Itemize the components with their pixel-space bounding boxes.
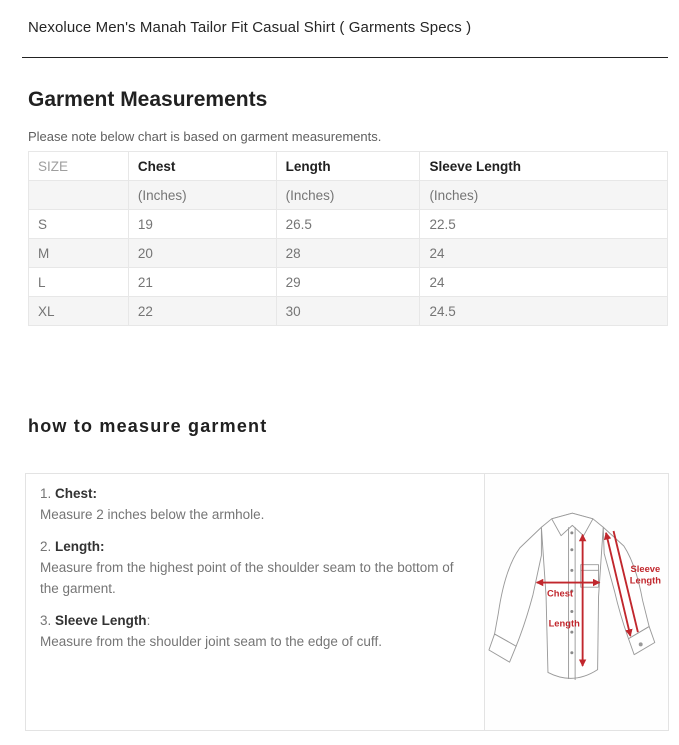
- measurement-note: Please note below chart is based on garment measurements.: [28, 129, 382, 144]
- unit-cell-chest: (Inches): [128, 181, 276, 210]
- step-number: 1.: [40, 486, 52, 501]
- step-description: Measure 2 inches below the armhole.: [40, 507, 265, 523]
- chest-cell: 22: [128, 297, 276, 326]
- how-to-measure-panel: [25, 473, 669, 731]
- table-row-m: [29, 239, 668, 268]
- step-number: 3.: [40, 613, 52, 629]
- table-header-row: [29, 152, 668, 181]
- length-arrow-label: Length: [548, 618, 580, 629]
- length-cell: 28: [276, 239, 420, 268]
- title-divider: [22, 57, 668, 58]
- size-chart-table: [28, 151, 668, 326]
- how-to-measure-heading: how to measure garment: [28, 416, 268, 436]
- chest-cell: 20: [128, 239, 276, 268]
- page-title: Nexoluce Men's Manah Tailor Fit Casual Shirt ( Garments Specs ): [28, 19, 472, 36]
- step-label: Chest:: [55, 486, 98, 501]
- chest-cell: 21: [128, 268, 276, 297]
- table-row-s: [29, 210, 668, 239]
- unit-cell-empty: [29, 181, 129, 210]
- instruction-step-length: [40, 536, 470, 599]
- column-header-sleeve-length: Sleeve Length: [420, 152, 668, 181]
- measure-instructions: [26, 474, 484, 730]
- sleeve-arrow-label-line2: Length: [629, 575, 661, 586]
- step-number: 2.: [40, 539, 52, 555]
- size-cell: L: [29, 268, 129, 297]
- step-description: Measure from the shoulder joint seam to the edge of cuff.: [40, 634, 382, 650]
- step-label: Sleeve Length: [55, 613, 147, 629]
- column-header-chest: Chest: [128, 152, 276, 181]
- sleeve-cell: 24.5: [420, 297, 668, 326]
- length-cell: 29: [276, 268, 420, 297]
- table-row-l: [29, 268, 668, 297]
- instruction-step-chest: [40, 483, 470, 525]
- unit-cell-length: (Inches): [276, 181, 420, 210]
- table-row-xl: [29, 297, 668, 326]
- sleeve-cell: 24: [420, 239, 668, 268]
- column-header-size: SIZE: [29, 152, 129, 181]
- column-header-length: Length: [276, 152, 420, 181]
- size-cell: M: [29, 239, 129, 268]
- size-cell: S: [29, 210, 129, 239]
- measurement-diagram: [484, 474, 668, 730]
- step-label: Length:: [55, 539, 105, 555]
- sleeve-cell: 24: [420, 268, 668, 297]
- unit-cell-sleeve: (Inches): [420, 181, 668, 210]
- shirt-measurement-illustration-icon: [488, 486, 666, 724]
- length-cell: 26.5: [276, 210, 420, 239]
- chest-arrow-label: Chest: [546, 588, 573, 599]
- sleeve-arrow-label-line1: Sleeve: [630, 564, 660, 575]
- garment-measurements-heading: Garment Measurements: [28, 88, 268, 111]
- table-unit-row: [29, 181, 668, 210]
- chest-cell: 19: [128, 210, 276, 239]
- instruction-step-sleeve-length: 3. Sleeve Length: Measure from the shoulder joint seam to the edge of cuff.: [40, 610, 470, 652]
- sleeve-cell: 22.5: [420, 210, 668, 239]
- size-cell: XL: [29, 297, 129, 326]
- length-cell: 30: [276, 297, 420, 326]
- step-description: Measure from the highest point of the shoulder seam to the bottom of the garment.: [40, 560, 454, 597]
